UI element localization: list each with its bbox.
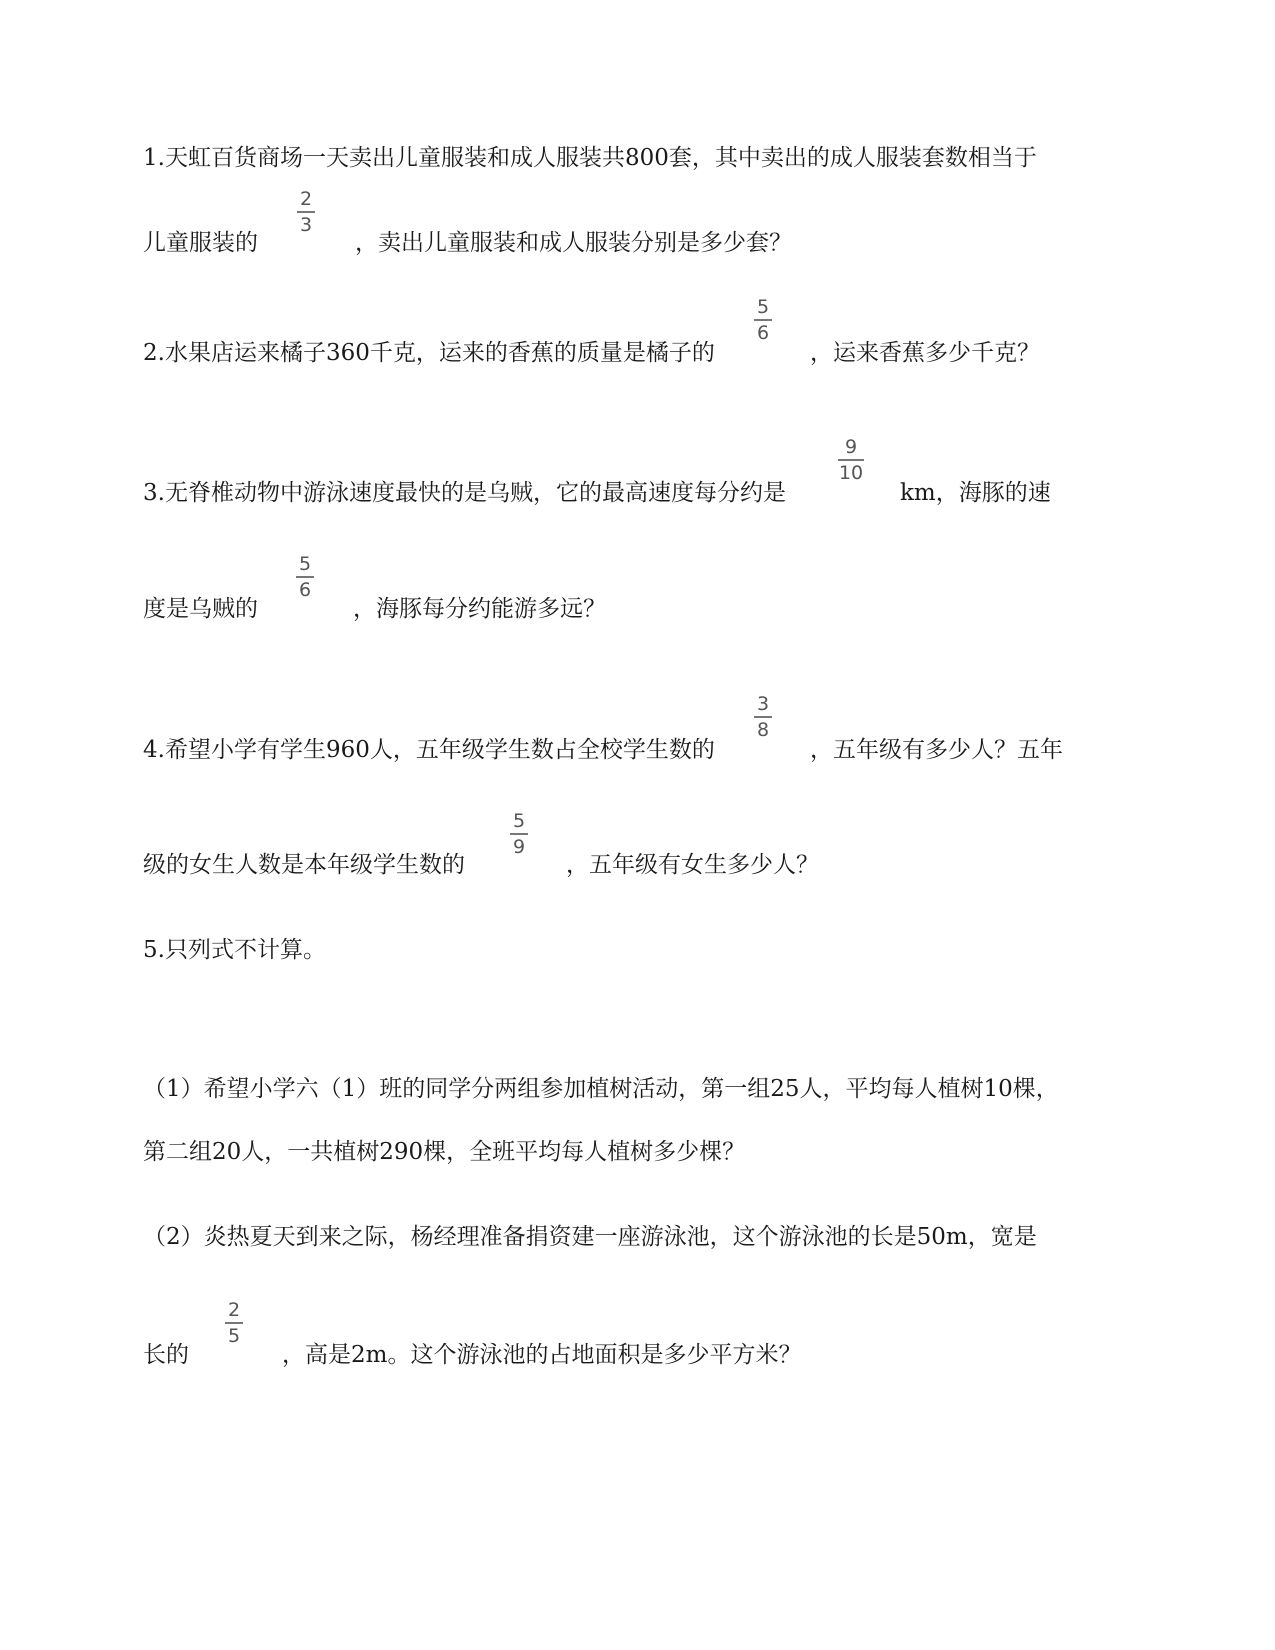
- problem-5-sub-2-line-2-end: ，高是2m。这个游泳池的占地面积是多少平方米？: [282, 1342, 802, 1368]
- problem-4-line-2-end: ，五年级有女生多少人？: [566, 852, 819, 878]
- fraction-numerator: 5: [298, 553, 312, 575]
- problem-3-line-2-start: 度是乌贼的: [143, 596, 258, 622]
- fraction-numerator: 2: [299, 188, 313, 210]
- fraction-numerator: 2: [227, 1299, 241, 1321]
- problem-5-sub-1-line-2: 第二组20人，一共植树290棵，全班平均每人植树多少棵？: [143, 1139, 746, 1165]
- fraction-denominator: 6: [298, 578, 312, 601]
- problem-1-line-2-start: 儿童服装的: [143, 230, 258, 256]
- problem-5-sub-2-line-2-start: 长的: [143, 1342, 189, 1368]
- fraction-bar: [754, 716, 772, 718]
- fraction-numerator: 3: [756, 693, 770, 715]
- problem-4-fraction-1: [741, 693, 785, 741]
- problem-4-line-2-start: 级的女生人数是本年级学生数的: [143, 852, 465, 878]
- fraction-denominator: 5: [227, 1324, 241, 1347]
- problem-4-line-1-end: ，五年级有多少人？五年: [810, 737, 1063, 763]
- problem-4-fraction-2: [497, 810, 541, 858]
- problem-1-fraction: [284, 188, 328, 236]
- fraction-denominator: 3: [299, 213, 313, 236]
- fraction-numerator: 5: [756, 296, 770, 318]
- problem-3-line-2-end: ，海豚每分约能游多远？: [353, 596, 606, 622]
- fraction-denominator: 9: [512, 835, 526, 858]
- fraction-denominator: 8: [756, 718, 770, 741]
- problem-5-heading: 5.只列式不计算。: [143, 937, 326, 963]
- fraction-bar: [838, 459, 864, 461]
- problem-3-fraction-1: [829, 436, 873, 484]
- problem-2-line-1-start: 2.水果店运来橘子360千克，运来的香蕉的质量是橘子的: [143, 340, 715, 366]
- problem-3-line-1-end: km，海豚的速: [900, 480, 1051, 506]
- fraction-numerator: 9: [844, 436, 858, 458]
- fraction-bar: [297, 211, 315, 213]
- fraction-bar: [225, 1322, 243, 1324]
- problem-2-fraction: [741, 296, 785, 344]
- problem-2-line-1-end: ，运来香蕉多少千克？: [810, 340, 1040, 366]
- fraction-bar: [296, 576, 314, 578]
- problem-3-line-1-start: 3.无脊椎动物中游泳速度最快的是乌贼，它的最高速度每分约是: [143, 480, 786, 506]
- fraction-numerator: 5: [512, 810, 526, 832]
- fraction-bar: [510, 833, 528, 835]
- problem-5-sub-1-line-1: （1）希望小学六（1）班的同学分两组参加植树活动，第一组25人，平均每人植树10棵，: [143, 1076, 1059, 1102]
- problem-4-line-1-start: 4.希望小学有学生960人，五年级学生数占全校学生数的: [143, 737, 715, 763]
- problem-1-line-2-end: ，卖出儿童服装和成人服装分别是多少套？: [355, 230, 792, 256]
- problem-1-line-1: 1.天虹百货商场一天卖出儿童服装和成人服装共800套，其中卖出的成人服装套数相当于: [143, 145, 1037, 171]
- problem-3-fraction-2: [283, 553, 327, 601]
- fraction-denominator: 6: [756, 321, 770, 344]
- problem-5-sub-2-fraction: [212, 1299, 256, 1347]
- fraction-denominator: 10: [838, 461, 864, 484]
- fraction-bar: [754, 319, 772, 321]
- problem-5-sub-2-line-1: （2）炎热夏天到来之际，杨经理准备捐资建一座游泳池，这个游泳池的长是50m，宽是: [143, 1224, 1037, 1250]
